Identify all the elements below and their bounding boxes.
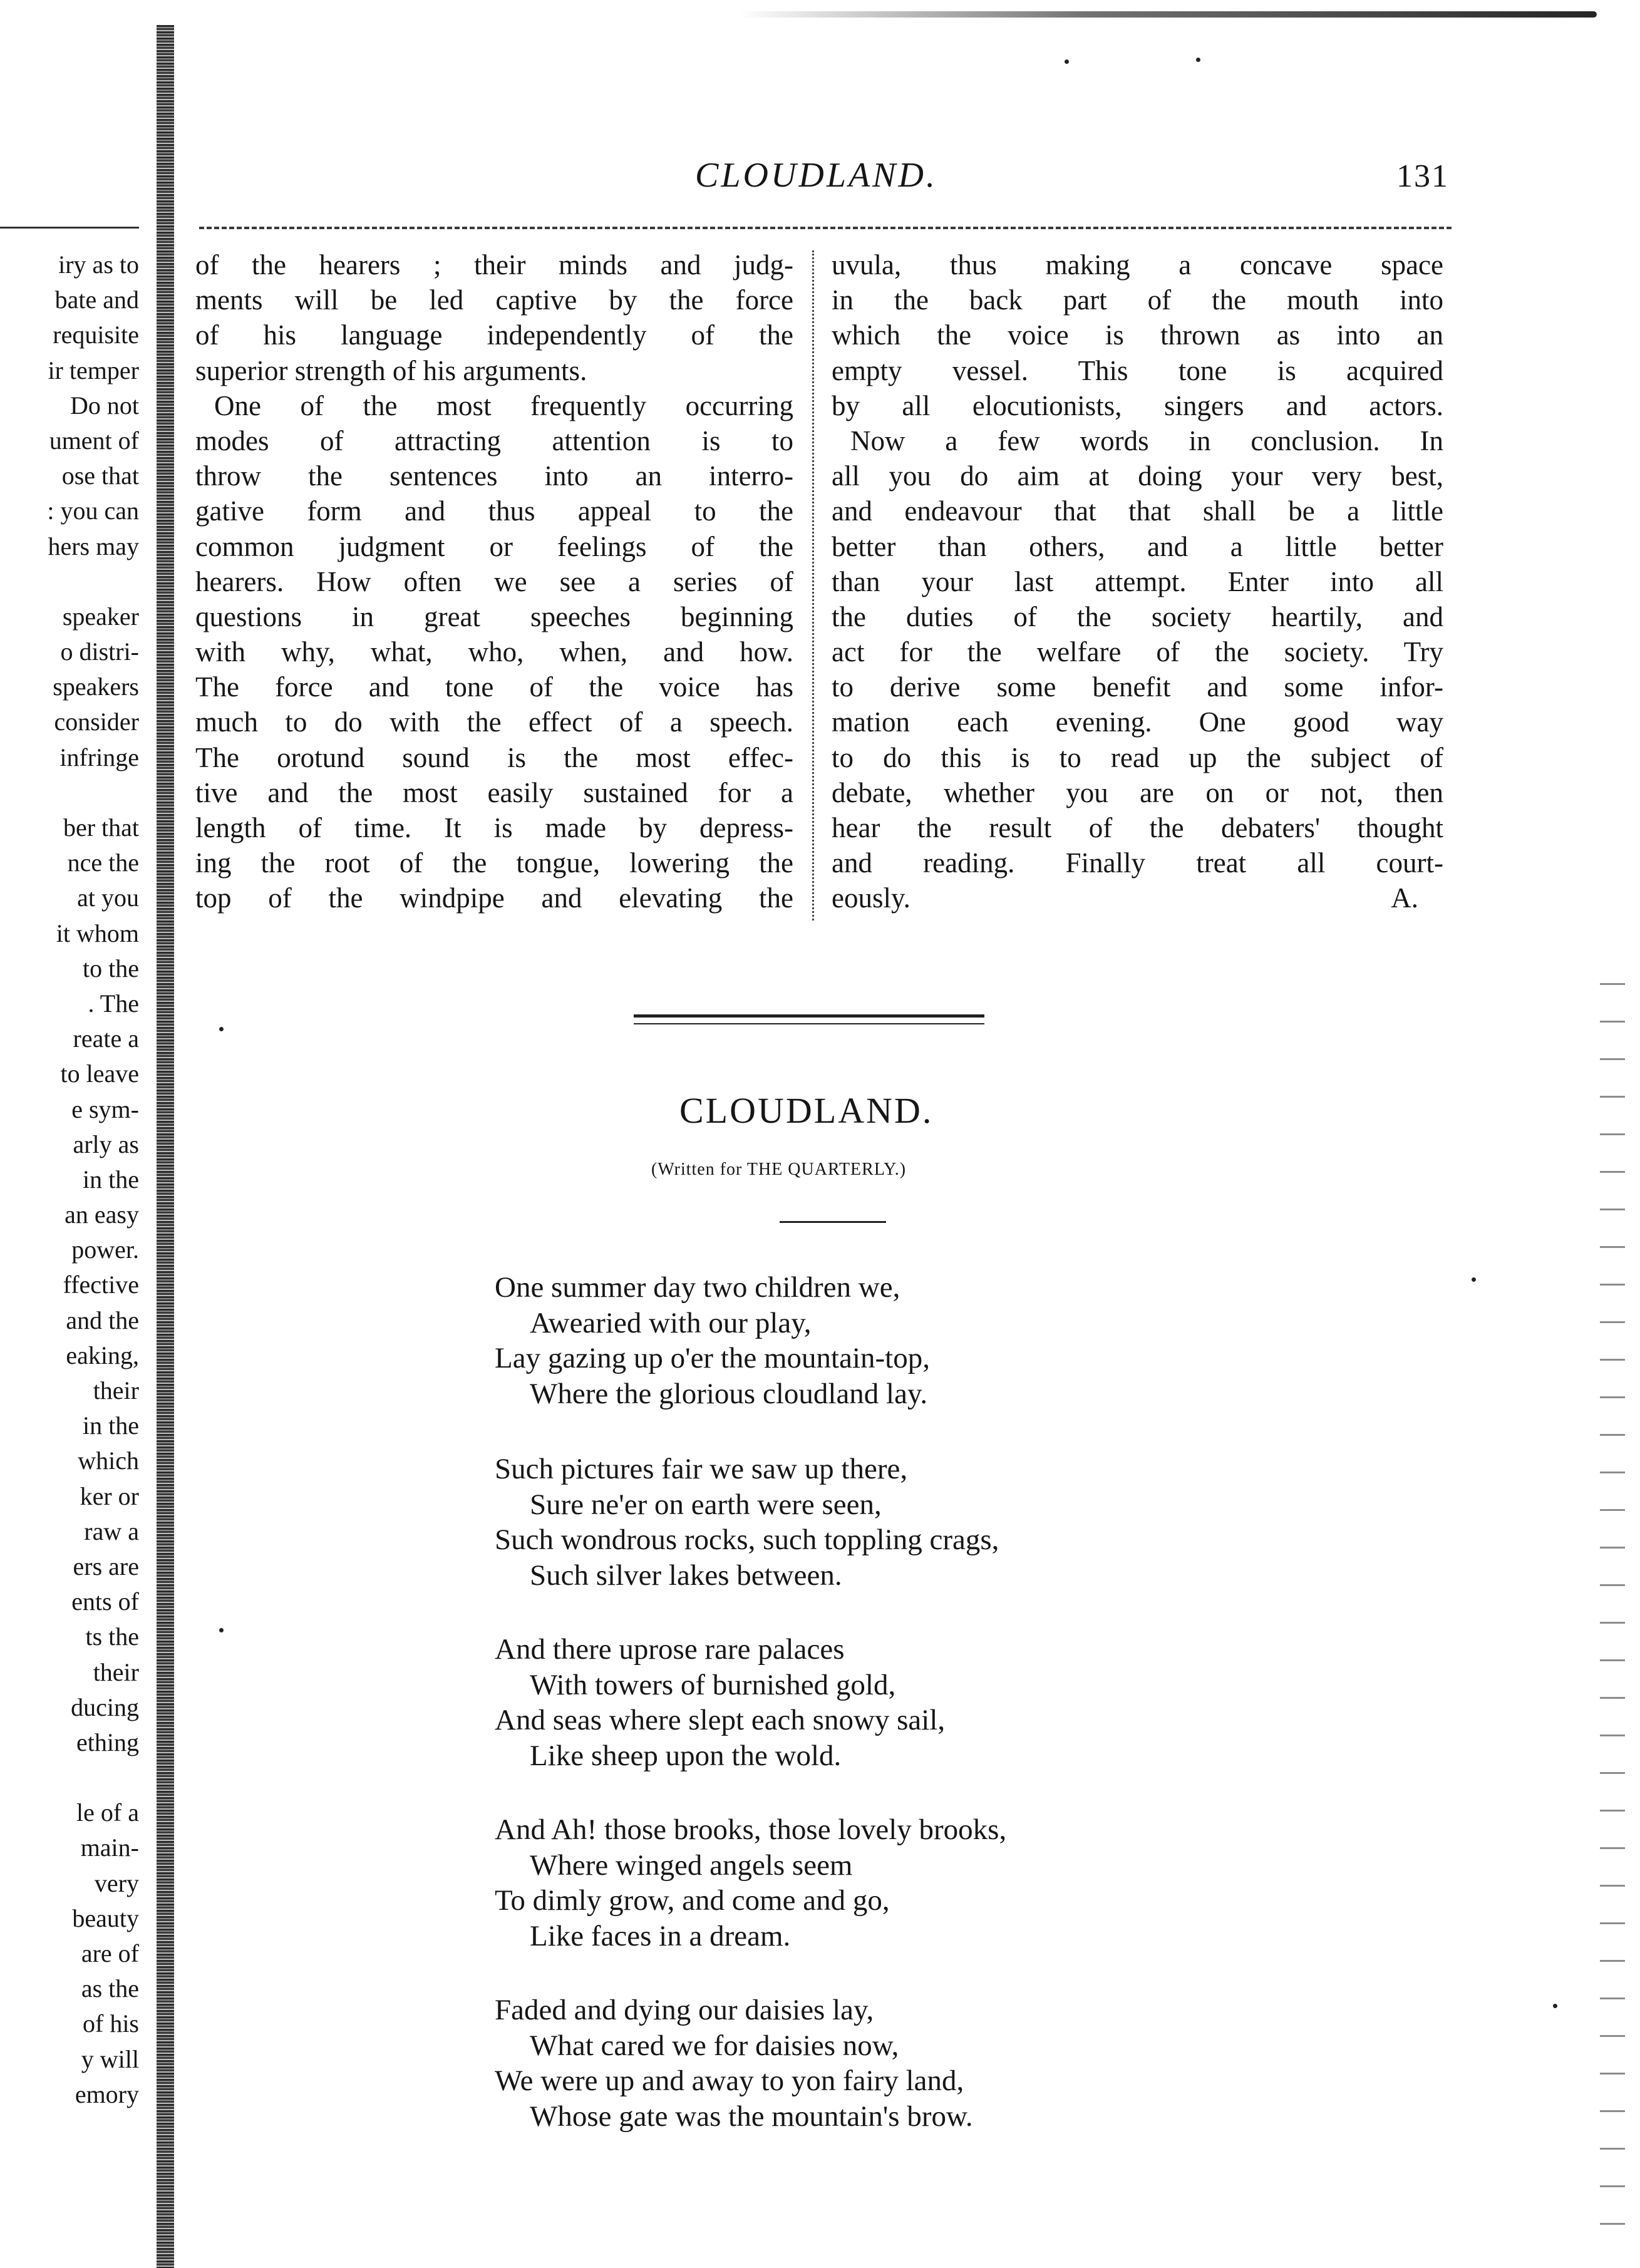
article-line: all you do aim at doing your very best, bbox=[832, 460, 1443, 492]
article-line: and reading. Finally treat all court- bbox=[832, 847, 1443, 879]
article-line: which the voice is thrown as into an bbox=[832, 319, 1443, 351]
article-line: of his language independently of the bbox=[195, 319, 793, 351]
left-fragment-line: ents of bbox=[71, 1587, 139, 1616]
left-fragment-line: very bbox=[94, 1869, 139, 1897]
article-line: throw the sentences into an interro- bbox=[195, 460, 793, 492]
poem-stanza bbox=[495, 1992, 973, 2134]
article-line: superior strength of his arguments. bbox=[195, 354, 587, 386]
left-fragment-line: ffective bbox=[63, 1271, 139, 1299]
article-closing-line bbox=[832, 880, 1443, 915]
left-fragment-line bbox=[0, 564, 139, 599]
left-fragment-line: ker or bbox=[80, 1482, 139, 1510]
left-page-fragment bbox=[0, 247, 139, 2112]
article-line: of the hearers ; their minds and judg- bbox=[195, 249, 793, 281]
left-fragment-line: of his bbox=[83, 2009, 139, 2038]
article-line: and endeavour that that shall be a little bbox=[832, 495, 1443, 527]
left-fragment-line: reate a bbox=[73, 1024, 139, 1053]
poem-line: Sure ne'er on earth were seen, bbox=[530, 1488, 882, 1521]
poem-subtitle: (Written for THE QUARTERLY.) bbox=[651, 1160, 907, 1179]
left-fragment-line: ose that bbox=[61, 461, 139, 490]
left-fragment-line: arly as bbox=[73, 1130, 139, 1158]
article-line: uvula, thus making a concave space bbox=[832, 249, 1443, 281]
article-line: ing the root of the tongue, lowering the bbox=[195, 847, 793, 879]
poem-line: Like sheep upon the wold. bbox=[530, 1739, 842, 1772]
scan-speck bbox=[1196, 58, 1200, 62]
article-line: with why, what, who, when, and how. bbox=[195, 636, 793, 668]
article-line: length of time. It is made by depress- bbox=[195, 812, 793, 843]
scan-speck bbox=[219, 1628, 224, 1632]
scan-speck bbox=[1472, 1277, 1476, 1282]
poem-title-rule bbox=[780, 1221, 886, 1223]
left-fragment-line: as the bbox=[81, 1974, 139, 2003]
left-fragment-line: it whom bbox=[56, 919, 139, 947]
left-fragment-line: . The bbox=[88, 989, 139, 1018]
article-line: common judgment or feelings of the bbox=[195, 530, 793, 562]
scan-speck bbox=[219, 1027, 224, 1031]
poem-line: Lay gazing up o'er the mountain-top, bbox=[495, 1342, 930, 1374]
scan-smudge bbox=[739, 11, 1597, 18]
poem-stanza bbox=[495, 1451, 999, 1593]
column-divider bbox=[812, 250, 814, 920]
article-line: better than others, and a little better bbox=[832, 530, 1443, 562]
left-fragment-line: ething bbox=[76, 1728, 139, 1756]
left-fragment-line: speakers bbox=[53, 673, 139, 701]
article-line: the duties of the society heartily, and bbox=[832, 601, 1443, 632]
left-fragment-line: ducing bbox=[71, 1693, 139, 1721]
left-fragment-line: an easy bbox=[64, 1200, 139, 1229]
poem-line: With towers of burnished gold, bbox=[530, 1668, 896, 1701]
poem-line: To dimly grow, and come and go, bbox=[495, 1884, 890, 1917]
article-column-2 bbox=[832, 247, 1443, 916]
left-fragment-line: eaking, bbox=[66, 1341, 139, 1369]
left-fragment-line: which bbox=[78, 1446, 139, 1475]
left-fragment-line: le of a bbox=[76, 1798, 139, 1827]
article-line: top of the windpipe and elevating the bbox=[195, 882, 793, 914]
left-fragment-line: ir temper bbox=[48, 356, 139, 384]
left-fragment-line: raw a bbox=[84, 1517, 139, 1545]
poem-line: Faded and dying our daisies lay, bbox=[495, 1994, 874, 2026]
poem-line: Whose gate was the mountain's brow. bbox=[530, 2100, 973, 2133]
left-fragment-line: speaker bbox=[62, 602, 139, 631]
poem-stanza bbox=[495, 1270, 930, 1411]
running-head: CLOUDLAND. bbox=[695, 156, 937, 195]
left-fragment-line: ts the bbox=[85, 1622, 139, 1651]
poem-stanza bbox=[495, 1632, 945, 1773]
article-line: mation each evening. One good way bbox=[832, 706, 1443, 738]
article-line: Now a few words in conclusion. In bbox=[850, 425, 1443, 456]
left-fragment-line: main- bbox=[80, 1833, 139, 1862]
article-line: ments will be led captive by the force bbox=[195, 284, 793, 316]
left-fragment-line: bate and bbox=[54, 286, 139, 314]
scan-edge-noise bbox=[1600, 971, 1625, 2248]
left-page-rule bbox=[0, 227, 139, 229]
left-fragment-line: emory bbox=[75, 2080, 139, 2108]
article-line: much to do with the effect of a speech. bbox=[195, 706, 793, 738]
article-line: modes of attracting attention is to bbox=[195, 425, 793, 456]
scan-speck bbox=[1065, 59, 1069, 64]
poem-line: Awearied with our play, bbox=[530, 1306, 812, 1339]
left-fragment-line: ber that bbox=[63, 813, 139, 842]
section-ornament-rule bbox=[634, 1014, 984, 1018]
left-fragment-line: consider bbox=[54, 708, 139, 736]
left-fragment-line: their bbox=[93, 1376, 139, 1405]
left-fragment-line: and the bbox=[66, 1306, 139, 1334]
left-fragment-line: nce the bbox=[67, 848, 139, 877]
poem-line: We were up and away to yon fairy land, bbox=[495, 2064, 964, 2097]
poem-line: And Ah! those brooks, those lovely brooks, bbox=[495, 1813, 1007, 1846]
poem-line: What cared we for daisies now, bbox=[530, 2029, 899, 2062]
article-line: act for the welfare of the society. Try bbox=[832, 636, 1443, 668]
poem-line: And there uprose rare palaces bbox=[495, 1633, 845, 1666]
poem-line: One summer day two children we, bbox=[495, 1271, 900, 1304]
article-signature: A. bbox=[1391, 882, 1418, 914]
poem-line: Where the glorious cloudland lay. bbox=[530, 1377, 928, 1410]
article-column-1 bbox=[195, 247, 793, 916]
left-fragment-line: to leave bbox=[60, 1059, 139, 1088]
left-fragment-line: to the bbox=[83, 954, 139, 982]
binding-gutter bbox=[157, 25, 174, 2268]
left-fragment-line: at you bbox=[77, 884, 139, 912]
article-line: by all elocutionists, singers and actors. bbox=[832, 389, 1443, 421]
left-fragment-line: hers may bbox=[48, 532, 139, 560]
article-line: to do this is to read up the subject of bbox=[832, 741, 1443, 773]
left-fragment-line: power. bbox=[71, 1235, 139, 1264]
left-fragment-line: : you can bbox=[47, 497, 139, 525]
header-rule bbox=[199, 227, 1452, 229]
left-fragment-line: y will bbox=[81, 2044, 139, 2073]
poem-line: Where winged angels seem bbox=[530, 1848, 853, 1882]
left-fragment-line: Do not bbox=[70, 391, 139, 420]
left-fragment-line: ers are bbox=[73, 1552, 139, 1580]
section-ornament-rule-thin bbox=[634, 1023, 984, 1024]
left-fragment-line: o distri- bbox=[60, 637, 139, 666]
article-line: hear the result of the debaters' thought bbox=[832, 812, 1443, 843]
left-fragment-line bbox=[0, 775, 139, 810]
scan-speck bbox=[1553, 2004, 1557, 2008]
article-line: to derive some benefit and some infor- bbox=[832, 671, 1443, 703]
left-fragment-line: e sym- bbox=[71, 1095, 139, 1123]
left-fragment-line: beauty bbox=[72, 1904, 139, 1932]
poem-stanza bbox=[495, 1812, 1006, 1954]
poem-title: CLOUDLAND. bbox=[679, 1090, 934, 1131]
left-fragment-line: in the bbox=[83, 1411, 139, 1440]
poem-line: Such pictures fair we saw up there, bbox=[495, 1453, 908, 1485]
left-fragment-line: iry as to bbox=[58, 250, 139, 279]
left-fragment-line: their bbox=[93, 1657, 139, 1686]
left-fragment-line: infringe bbox=[59, 743, 139, 771]
article-line: in the back part of the mouth into bbox=[832, 284, 1443, 316]
article-line: hearers. How often we see a series of bbox=[195, 565, 793, 597]
article-line: gative form and thus appeal to the bbox=[195, 495, 793, 527]
left-fragment-line: in the bbox=[83, 1165, 139, 1193]
left-fragment-line: ument of bbox=[49, 426, 139, 455]
article-line: than your last attempt. Enter into all bbox=[832, 565, 1443, 597]
poem-line: Like faces in a dream. bbox=[530, 1919, 791, 1952]
article-line: The orotund sound is the most effec- bbox=[195, 741, 793, 773]
left-fragment-line: are of bbox=[81, 1939, 139, 1967]
article-line: questions in great speeches beginning bbox=[195, 601, 793, 632]
left-fragment-line bbox=[0, 1760, 139, 1795]
article-line: The force and tone of the voice has bbox=[195, 671, 793, 703]
article-line: One of the most frequently occurring bbox=[214, 389, 793, 421]
left-fragment-line: requisite bbox=[53, 321, 139, 349]
poem-line: Such silver lakes between. bbox=[530, 1559, 842, 1592]
article-line: debate, whether you are on or not, then bbox=[832, 776, 1443, 808]
article-line: tive and the most easily sustained for a bbox=[195, 776, 793, 808]
article-final-line: eously. bbox=[832, 882, 910, 914]
poem-line: And seas where slept each snowy sail, bbox=[495, 1704, 946, 1736]
article-line: empty vessel. This tone is acquired bbox=[832, 354, 1443, 386]
page-number: 131 bbox=[1396, 158, 1449, 194]
poem-line: Such wondrous rocks, such toppling crags, bbox=[495, 1523, 999, 1556]
